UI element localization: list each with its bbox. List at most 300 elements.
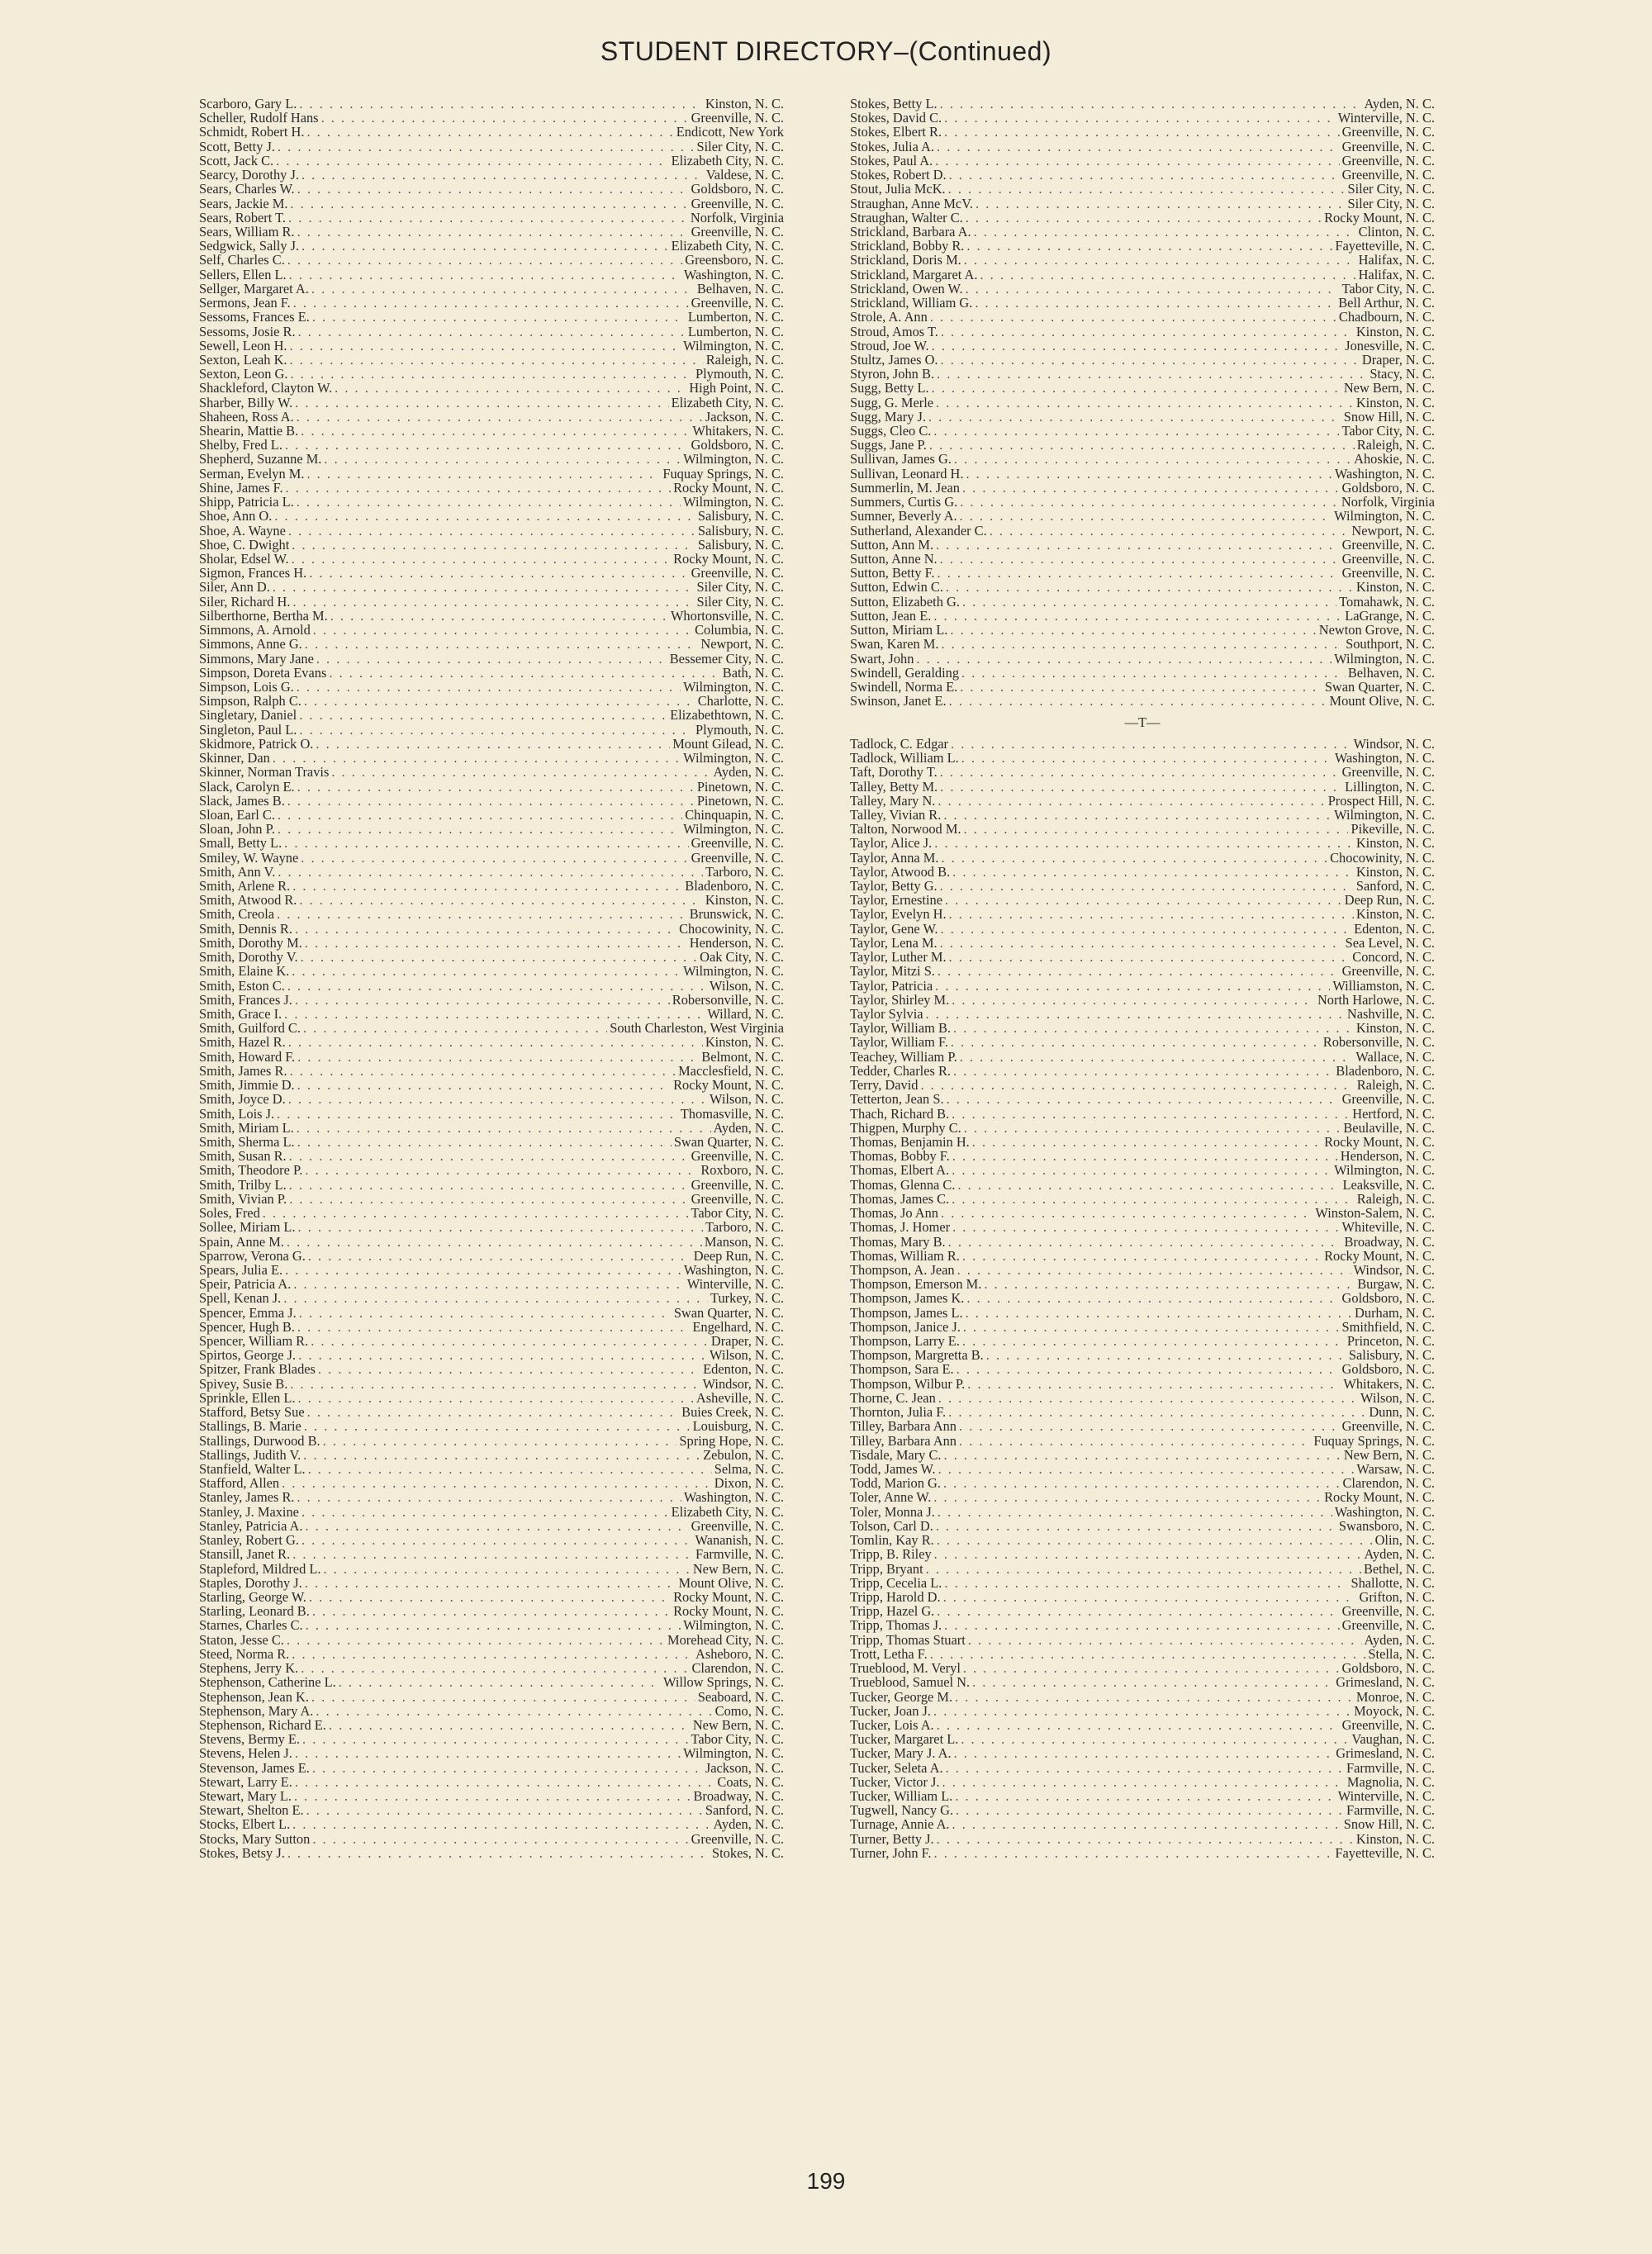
- student-name: Smith, Sherma L.: [199, 1133, 295, 1150]
- hometown: Willow Springs, N. C.: [663, 1674, 784, 1691]
- hometown: Whortonsville, N. C.: [670, 607, 784, 624]
- student-name: Shepherd, Suzanne M.: [199, 451, 322, 467]
- student-name: Stocks, Elbert L.: [199, 1816, 291, 1833]
- directory-entry: [850, 339, 1435, 353]
- directory-entry: [850, 1675, 1435, 1689]
- dot-leader: [966, 282, 1340, 296]
- directory-entry: [850, 609, 1435, 623]
- student-name: Searcy, Dorothy J.: [199, 167, 299, 183]
- directory-entry: [199, 1035, 784, 1049]
- directory-entry: [199, 1633, 784, 1647]
- hometown: Halifax, N. C.: [1358, 266, 1435, 282]
- directory-entry: [850, 1021, 1435, 1035]
- dot-leader: [288, 1092, 707, 1106]
- dot-leader: [976, 197, 1345, 211]
- directory-entry: [199, 1334, 784, 1348]
- hometown: Sanford, N. C.: [705, 1802, 784, 1819]
- hometown: Norfolk, Virginia: [1341, 494, 1435, 510]
- student-name: Singleton, Paul L.: [199, 721, 297, 738]
- hometown: Fuquay Springs, N. C.: [662, 465, 784, 482]
- student-name: Shackleford, Clayton W.: [199, 380, 333, 396]
- hometown: Clarendon, N. C.: [1342, 1475, 1435, 1492]
- directory-entry: [850, 452, 1435, 466]
- hometown: Greenville, N. C.: [1341, 1603, 1435, 1620]
- hometown: Mount Olive, N. C.: [1329, 693, 1435, 709]
- dot-leader: [974, 225, 1356, 239]
- directory-entry: [199, 1746, 784, 1760]
- hometown: Greenville, N. C.: [691, 1176, 784, 1193]
- dot-leader: [284, 1007, 705, 1021]
- hometown: Greenville, N. C.: [691, 1830, 784, 1847]
- hometown: Vaughan, N. C.: [1351, 1731, 1435, 1748]
- student-name: Taylor, Patricia: [850, 977, 933, 994]
- student-name: Taylor, William B.: [850, 1020, 951, 1037]
- student-name: Taft, Dorothy T.: [850, 764, 938, 781]
- directory-entry: [850, 1490, 1435, 1504]
- student-name: Suggs, Cleo C.: [850, 423, 932, 439]
- directory-entry: [850, 481, 1435, 495]
- directory-entry: [199, 637, 784, 651]
- dot-leader: [312, 1832, 688, 1846]
- directory-entry: [850, 1576, 1435, 1590]
- hometown: Grifton, N. C.: [1359, 1588, 1435, 1605]
- dot-leader: [952, 1149, 1338, 1163]
- dot-leader: [290, 1064, 676, 1078]
- directory-entry: [850, 239, 1435, 253]
- student-name: Smith, Dorothy V.: [199, 949, 298, 966]
- directory-entry: [850, 310, 1435, 324]
- hometown: Beulaville, N. C.: [1343, 1119, 1435, 1136]
- dot-leader: [941, 1206, 1313, 1220]
- dot-leader: [972, 1135, 1322, 1149]
- dot-leader: [288, 211, 688, 225]
- hometown: Chadbourn, N. C.: [1338, 309, 1435, 325]
- hometown: Rocky Mount, N. C.: [1324, 1247, 1435, 1264]
- hometown: Tarboro, N. C.: [705, 1219, 784, 1236]
- hometown: Grimesland, N. C.: [1336, 1745, 1435, 1762]
- hometown: Valdese, N. C.: [705, 167, 784, 183]
- hometown: Tomahawk, N. C.: [1339, 593, 1435, 610]
- student-name: Trueblood, Samuel N.: [850, 1674, 971, 1691]
- dot-leader: [306, 467, 660, 481]
- hometown: Winterville, N. C.: [686, 1276, 784, 1293]
- directory-entry: [850, 154, 1435, 168]
- hometown: Washington, N. C.: [1334, 750, 1435, 766]
- directory-entry: [850, 524, 1435, 538]
- dot-leader: [966, 1291, 1339, 1305]
- hometown: Nashville, N. C.: [1346, 1006, 1435, 1022]
- directory-entry: [850, 936, 1435, 950]
- student-name: Tripp, Harold D.: [850, 1588, 941, 1605]
- hometown: Olin, N. C.: [1374, 1532, 1435, 1549]
- directory-entry: [199, 1163, 784, 1177]
- directory-entry: [850, 836, 1435, 850]
- dot-leader: [934, 836, 1354, 850]
- hometown: Greenville, N. C.: [1341, 764, 1435, 781]
- dot-leader: [966, 211, 1322, 225]
- dot-leader: [318, 1362, 700, 1376]
- hometown: Williamston, N. C.: [1332, 977, 1435, 994]
- hometown: Manson, N. C.: [704, 1233, 784, 1250]
- dot-leader: [288, 524, 695, 538]
- student-name: Skidmore, Patrick O.: [199, 735, 314, 752]
- directory-entry: [199, 481, 784, 495]
- directory-entry: [850, 1476, 1435, 1490]
- dot-leader: [308, 1249, 691, 1263]
- hometown: Raleigh, N. C.: [1356, 1077, 1435, 1094]
- student-name: Turnage, Annie A.: [850, 1816, 950, 1833]
- dot-leader: [276, 154, 668, 168]
- hometown: Greenville, N. C.: [1341, 565, 1435, 581]
- directory-entry: [199, 1647, 784, 1661]
- directory-entry: [850, 566, 1435, 580]
- directory-entry: [199, 652, 784, 666]
- directory-entry: [199, 1391, 784, 1405]
- hometown: Bethel, N. C.: [1363, 1560, 1435, 1577]
- dot-leader: [920, 1078, 1354, 1092]
- student-name: Shearin, Mattie B.: [199, 423, 299, 439]
- dot-leader: [930, 1647, 1366, 1661]
- student-name: Smith, Theodore P.: [199, 1162, 303, 1179]
- directory-entry: [850, 1462, 1435, 1476]
- hometown: Edenton, N. C.: [703, 1361, 784, 1378]
- dot-leader: [329, 666, 719, 680]
- dot-leader: [292, 1547, 693, 1561]
- student-name: Shipp, Patricia L.: [199, 494, 294, 510]
- dot-leader: [986, 1348, 1346, 1362]
- hometown: Greenville, N. C.: [691, 1517, 784, 1534]
- dot-leader: [935, 154, 1339, 168]
- student-name: Tripp, B. Riley: [850, 1546, 932, 1563]
- hometown: Belmont, N. C.: [701, 1048, 784, 1065]
- dot-leader: [962, 1334, 1345, 1348]
- directory-entry: [199, 111, 784, 125]
- hometown: Bladenboro, N. C.: [685, 878, 784, 894]
- hometown: New Bern, N. C.: [1343, 380, 1435, 396]
- student-name: Stokes, Betty L.: [850, 96, 938, 112]
- student-name: Strickland, Margaret A.: [850, 266, 978, 282]
- dot-leader: [292, 964, 681, 978]
- student-name: Stroud, Amos T.: [850, 323, 938, 339]
- student-name: Spitzer, Frank Blades: [199, 1361, 316, 1378]
- hometown: Winston-Salem, N. C.: [1315, 1205, 1435, 1222]
- hometown: Belhaven, N. C.: [1347, 664, 1435, 681]
- directory-entry: [850, 211, 1435, 225]
- hometown: Greenville, N. C.: [691, 295, 784, 311]
- hometown: Fayetteville, N. C.: [1335, 238, 1435, 254]
- dot-leader: [285, 438, 689, 452]
- directory-entry: [850, 1448, 1435, 1462]
- dot-leader: [302, 1732, 688, 1746]
- hometown: Kinston, N. C.: [705, 892, 784, 909]
- dot-leader: [298, 1391, 694, 1405]
- directory-entry: [199, 1149, 784, 1163]
- dot-leader: [323, 1434, 677, 1448]
- student-name: Stevens, Helen J.: [199, 1745, 292, 1762]
- student-name: Thach, Richard B.: [850, 1105, 950, 1122]
- student-name: Tucker, Seleta A.: [850, 1759, 943, 1776]
- student-name: Sullivan, James G.: [850, 451, 952, 467]
- student-name: Stephenson, Catherine L.: [199, 1674, 336, 1691]
- dot-leader: [301, 1505, 669, 1519]
- dot-leader: [294, 1789, 691, 1803]
- student-name: Thomas, Bobby F.: [850, 1148, 950, 1165]
- hometown: Siler City, N. C.: [696, 593, 784, 610]
- student-name: Shine, James F.: [199, 479, 283, 496]
- directory-entry: [850, 1604, 1435, 1618]
- directory-entry: [199, 467, 784, 481]
- hometown: Salisbury, N. C.: [697, 508, 784, 524]
- student-name: Stokes, Robert D.: [850, 167, 947, 183]
- dot-leader: [937, 367, 1367, 381]
- dot-leader: [960, 509, 1332, 523]
- hometown: Fuquay Springs, N. C.: [1313, 1432, 1435, 1449]
- student-name: Stroud, Joe W.: [850, 337, 929, 354]
- student-name: Stephenson, Richard E.: [199, 1716, 326, 1733]
- directory-entry: [850, 1817, 1435, 1831]
- student-name: Scott, Betty J.: [199, 138, 275, 154]
- directory-entry: [199, 1107, 784, 1121]
- hometown: Spring Hope, N. C.: [679, 1432, 784, 1449]
- directory-entry: [199, 339, 784, 353]
- directory-entry: [199, 1661, 784, 1675]
- hometown: Rocky Mount, N. C.: [673, 551, 784, 567]
- directory-entry: [199, 282, 784, 296]
- hometown: Henderson, N. C.: [689, 934, 784, 951]
- dot-leader: [290, 367, 693, 381]
- dot-leader: [273, 751, 681, 765]
- directory-entry: [850, 1746, 1435, 1760]
- directory-entry: [199, 1690, 784, 1704]
- dot-leader: [321, 111, 689, 125]
- dot-leader: [960, 1050, 1354, 1064]
- directory-entry: [199, 1590, 784, 1604]
- hometown: Brunswick, N. C.: [689, 906, 784, 923]
- student-name: Shaheen, Ross A.: [199, 408, 294, 425]
- dot-leader: [935, 979, 1330, 993]
- hometown: Dunn, N. C.: [1369, 1404, 1435, 1421]
- student-name: Smith, Joyce D.: [199, 1091, 286, 1108]
- dot-leader: [289, 268, 681, 282]
- student-name: Simpson, Lois G.: [199, 678, 294, 695]
- student-name: Taylor, Evelyn H.: [850, 906, 947, 923]
- student-name: Stephens, Jerry K.: [199, 1660, 299, 1677]
- hometown: Farmville, N. C.: [1346, 1802, 1435, 1819]
- dot-leader: [957, 1362, 1340, 1376]
- student-name: Taylor, William F.: [850, 1034, 948, 1051]
- student-name: Stewart, Shelton E.: [199, 1802, 304, 1819]
- student-name: Toler, Anne W.: [850, 1489, 932, 1506]
- hometown: Greenville, N. C.: [1341, 167, 1435, 183]
- directory-entry: [199, 1732, 784, 1746]
- directory-entry: [199, 1718, 784, 1732]
- dot-leader: [957, 1178, 1340, 1192]
- dot-leader: [292, 552, 672, 566]
- directory-entry: [199, 1789, 784, 1803]
- hometown: Newport, N. C.: [700, 636, 784, 652]
- hometown: Robersonville, N. C.: [1322, 1034, 1435, 1051]
- dot-leader: [952, 865, 1354, 879]
- student-name: Taylor, Betty G.: [850, 878, 938, 894]
- dot-leader: [301, 1661, 689, 1675]
- directory-entry: [850, 125, 1435, 139]
- dot-leader: [301, 168, 704, 182]
- dot-leader: [961, 666, 1346, 680]
- directory-entry: [850, 1092, 1435, 1106]
- directory-entry: [199, 1078, 784, 1092]
- dot-leader: [966, 239, 1332, 253]
- directory-entry: [850, 1277, 1435, 1291]
- student-name: Thornton, Julia F.: [850, 1404, 947, 1421]
- dot-leader: [330, 609, 668, 623]
- dot-leader: [946, 1761, 1344, 1775]
- student-name: Sexton, Leah K.: [199, 351, 287, 368]
- directory-entry: [850, 1391, 1435, 1405]
- hometown: Engelhard, N. C.: [692, 1318, 784, 1335]
- directory-entry: [199, 1803, 784, 1817]
- student-name: Thomas, Mary B.: [850, 1233, 946, 1250]
- dot-leader: [299, 708, 667, 722]
- hometown: Sanford, N. C.: [1355, 878, 1435, 894]
- directory-entry: [850, 780, 1435, 794]
- hometown: Rocky Mount, N. C.: [1324, 1489, 1435, 1506]
- hometown: Winterville, N. C.: [1337, 1788, 1435, 1805]
- directory-entry: [850, 1135, 1435, 1149]
- student-name: Tripp, Hazel G.: [850, 1603, 935, 1620]
- directory-entry: [850, 808, 1435, 822]
- directory-entry: [199, 836, 784, 850]
- student-name: Tilley, Barbara Ann: [850, 1432, 957, 1449]
- directory-entry: [850, 907, 1435, 921]
- directory-entry: [850, 1690, 1435, 1704]
- hometown: Wilmington, N. C.: [1334, 508, 1435, 524]
- directory-entry: [199, 1348, 784, 1362]
- directory-entry: [199, 907, 784, 921]
- dot-leader: [316, 652, 667, 666]
- directory-entry: [199, 808, 784, 822]
- student-name: Stokes, Elbert R.: [850, 124, 942, 140]
- dot-leader: [324, 452, 681, 466]
- directory-entry: [850, 1206, 1435, 1220]
- dot-leader: [292, 879, 682, 893]
- student-name: Sermons, Jean F.: [199, 295, 291, 311]
- directory-entry: [850, 637, 1435, 651]
- student-name: Spencer, William R.: [199, 1333, 309, 1350]
- directory-entry: [199, 353, 784, 367]
- student-name: Smiley, W. Wayne: [199, 849, 299, 866]
- dot-leader: [940, 765, 1340, 779]
- directory-entry: [850, 182, 1435, 196]
- dot-leader: [304, 694, 695, 708]
- dot-leader: [290, 197, 688, 211]
- hometown: Pikeville, N. C.: [1351, 821, 1435, 838]
- directory-entry: [199, 1547, 784, 1561]
- hometown: Greenville, N. C.: [691, 565, 784, 581]
- hometown: Wallace, N. C.: [1355, 1048, 1435, 1065]
- student-name: Swart, John: [850, 650, 914, 667]
- directory-entry: [199, 851, 784, 865]
- directory-entry: [850, 268, 1435, 282]
- dot-leader: [309, 566, 688, 580]
- student-name: Smith, Dennis R.: [199, 920, 292, 937]
- hometown: Norfolk, Virginia: [690, 209, 784, 225]
- student-name: Stallings, B. Marie: [199, 1418, 301, 1435]
- hometown: Greenville, N. C.: [1341, 1617, 1435, 1634]
- directory-entry: [850, 325, 1435, 339]
- hometown: Wilmington, N. C.: [683, 451, 784, 467]
- dot-leader: [295, 993, 670, 1007]
- hometown: Raleigh, N. C.: [1356, 437, 1435, 453]
- student-name: Strickland, William G.: [850, 295, 973, 311]
- dot-leader: [952, 1192, 1355, 1206]
- dot-leader: [297, 1078, 671, 1092]
- student-name: Smith, Guilford C.: [199, 1020, 301, 1037]
- dot-leader: [306, 1618, 681, 1632]
- hometown: Selma, N. C.: [714, 1461, 784, 1477]
- dot-leader: [944, 1576, 1348, 1590]
- dot-leader: [305, 1163, 698, 1177]
- directory-entry: [850, 1789, 1435, 1803]
- student-name: Thompson, Janice J.: [850, 1318, 961, 1335]
- student-name: Spain, Anne M.: [199, 1233, 284, 1250]
- directory-entry: [850, 381, 1435, 395]
- hometown: Ayden, N. C.: [1364, 96, 1435, 112]
- hometown: Louisburg, N. C.: [692, 1418, 784, 1435]
- dot-leader: [941, 325, 1354, 339]
- directory-entry: [199, 1277, 784, 1291]
- dot-leader: [297, 1121, 711, 1135]
- dot-leader: [953, 1021, 1354, 1035]
- hometown: Wilmington, N. C.: [683, 1745, 784, 1762]
- hometown: Tarboro, N. C.: [705, 863, 784, 880]
- directory-entry: [199, 239, 784, 253]
- student-name: Swan, Karen M.: [850, 636, 939, 652]
- dot-leader: [937, 1832, 1354, 1846]
- student-name: Taylor, Ernestine: [850, 892, 942, 909]
- directory-entry: [199, 1675, 784, 1689]
- student-name: Sutton, Edwin C.: [850, 579, 943, 596]
- hometown: Zebulon, N. C.: [703, 1446, 784, 1463]
- directory-entry: [850, 979, 1435, 993]
- student-name: Stanley, James R.: [199, 1489, 295, 1506]
- student-name: Thompson, Larry E.: [850, 1333, 960, 1350]
- dot-leader: [937, 140, 1340, 154]
- dot-leader: [968, 1633, 1362, 1647]
- hometown: North Harlowe, N. C.: [1317, 991, 1435, 1008]
- dot-leader: [966, 1306, 1352, 1320]
- student-name: Smith, Lois J.: [199, 1105, 275, 1122]
- student-name: Simpson, Doreta Evans: [199, 664, 327, 681]
- hometown: Washington, N. C.: [683, 1489, 784, 1506]
- student-name: Tucker, Lois A.: [850, 1716, 934, 1733]
- student-name: Starling, George W.: [199, 1588, 306, 1605]
- hometown: Tabor City, N. C.: [1341, 423, 1435, 439]
- hometown: Prospect Hill, N. C.: [1327, 792, 1435, 809]
- hometown: Southport, N. C.: [1346, 636, 1435, 652]
- hometown: Concord, N. C.: [1352, 949, 1435, 966]
- student-name: Sprinkle, Ellen L.: [199, 1389, 296, 1406]
- dot-leader: [295, 396, 668, 410]
- student-name: Swindell, Norma E.: [850, 678, 958, 695]
- student-name: Thompson, Margretta B.: [850, 1347, 984, 1364]
- directory-entry: [199, 623, 784, 637]
- dot-leader: [273, 580, 695, 594]
- hometown: Grimesland, N. C.: [1336, 1674, 1435, 1691]
- hometown: Jackson, N. C.: [705, 1759, 784, 1776]
- directory-entry: [199, 708, 784, 722]
- student-name: Shoe, C. Dwight: [199, 536, 290, 553]
- directory-entry: [850, 282, 1435, 296]
